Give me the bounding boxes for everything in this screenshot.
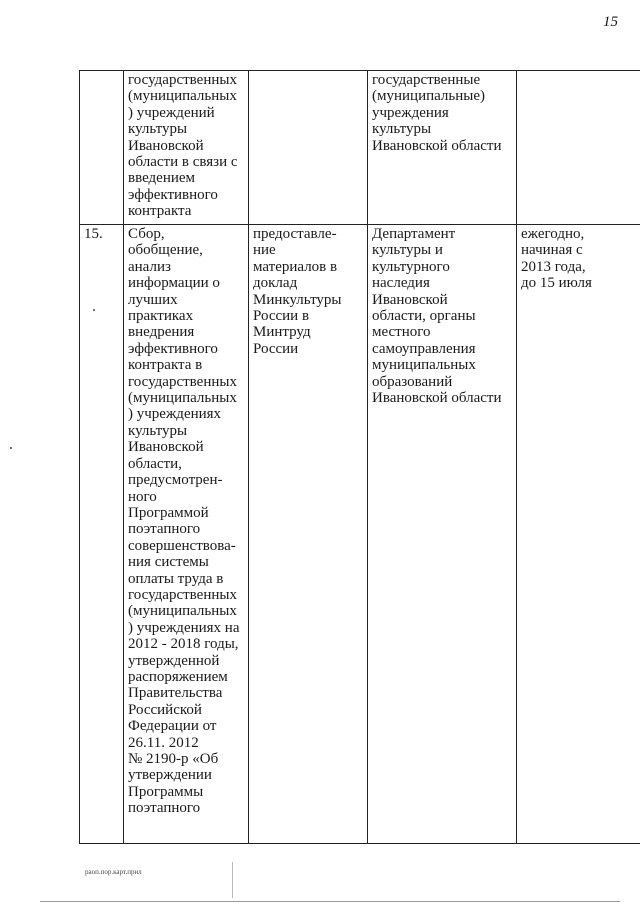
row-number-cell: 15.: [80, 225, 124, 844]
activity-cell: государственных (муниципальных ) учреждений культуры Ивановской области в связи с введением эффективного контракта: [124, 71, 249, 225]
executor-cell: государственные (муниципальные) учреждения культуры Ивановской области: [368, 71, 517, 225]
term-cell: [517, 71, 640, 225]
row-number-cell: [80, 71, 124, 225]
plan-table: [79, 70, 640, 844]
scan-artifact-dot: [93, 309, 95, 311]
activity-cell: Сбор, обобщение, анализ информации о лучших практиках внедрения эффективного контракта в государственных (муниципальных ) учреждениях культуры Ивановской области, предусмотрен- ного Программой поэтапного совершенствова- ния системы оплаты труда в государственных (муниципальных ) учреждениях на 2012 - 2018 годы, утвержденной распоряжением Правительства Российской Федерации от 26.11. 2012 № 2190-р «Об утверждении Программы поэтапного: [124, 225, 249, 844]
page-number: 15: [603, 14, 618, 30]
scan-artifact-line: [40, 901, 620, 902]
result-cell: предоставле- ние материалов в доклад Минкультуры России в Минтруд России: [249, 225, 368, 844]
result-cell: [249, 71, 368, 225]
table-row: [80, 71, 640, 225]
footer-filename: раоп.пор.карт.прил: [85, 868, 142, 876]
executor-cell: Департамент культуры и культурного наследия Ивановской области, органы местного самоуправления муниципальных образований Ивановской области: [368, 225, 517, 844]
table-row: [80, 225, 640, 844]
scan-artifact-line: [232, 862, 233, 898]
scan-artifact-dot: [10, 447, 12, 449]
term-cell: ежегодно, начиная с 2013 года, до 15 июля: [517, 225, 640, 844]
